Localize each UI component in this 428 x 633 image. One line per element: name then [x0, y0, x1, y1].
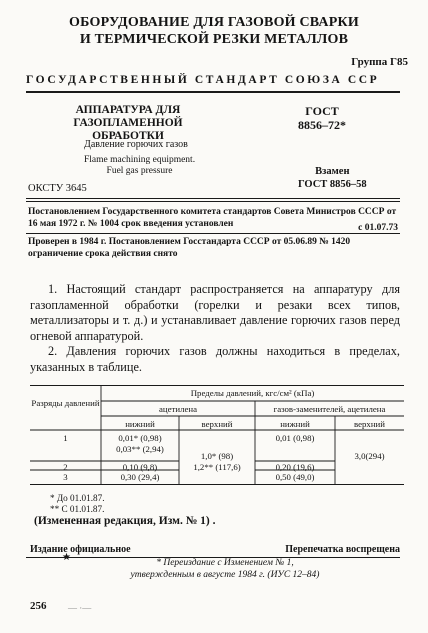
ac-upper-value1: 1,0* (98) [200, 451, 234, 461]
paragraph-1: 1. Настоящий стандарт распространяется на аппаратуру для газопламенной обработки (горелки и резаки всех типов, металлизаторы и т. д.) и устанавливает давление горючих газов перед огневой аппаратурой. [30, 282, 400, 343]
row3-sub-lower: 0,50 (49,0) [275, 472, 315, 482]
okstu-code: ОКСТУ 3645 [28, 183, 87, 194]
doc-title-line2: ОБРАБОТКИ [92, 130, 164, 142]
group-code: Группа Г85 [351, 56, 408, 68]
gost-code: 8856–72* [298, 118, 346, 132]
replaces-block [298, 165, 367, 191]
decree-date: с 01.07.73 [358, 223, 398, 233]
ac-upper-value2: 1,2** (117,6) [193, 461, 241, 472]
english-title [84, 155, 195, 177]
pressure-table [30, 385, 404, 485]
reissue-line2: утвержденным в августе 1984 г. (ИУС 12–84) [130, 570, 320, 580]
english-title-line1: Flame machining equipment. [84, 155, 196, 165]
row1-ac-lower-value2: 0,03** (2,94) [116, 443, 164, 454]
reissue-note [100, 557, 350, 581]
row1-ac-lower [101, 433, 179, 454]
row1-grade: 1 [63, 433, 68, 443]
collection-title [0, 14, 428, 48]
replaces-label: Взамен [315, 166, 350, 177]
header-acetylene: ацетилена [159, 404, 197, 414]
footnote-1: * До 01.01.87. [50, 493, 105, 503]
paragraph-2: 2. Давления горючих газов должны находиться в пределах, указанных в таблице. [30, 344, 400, 374]
header-grades: Разряды давлений [31, 398, 100, 408]
banner-rule [26, 91, 400, 93]
header-sub-upper: верхний [354, 419, 385, 429]
collection-title-line2: И ТЕРМИЧЕСКОЙ РЕЗКИ МЕТАЛЛОВ [79, 32, 349, 47]
official-edition: Издание официальное [30, 544, 131, 555]
row1-sub-lower: 0,01 (0,98) [275, 433, 315, 443]
checked-text: Проверен в 1984 г. Постановлением Госстандарта СССР от 05.06.89 № 1420 ограничение срока действия снято [28, 237, 351, 259]
decree-rule [26, 233, 400, 234]
header-sub-lower: нижний [280, 419, 310, 429]
doc-subtitle: Давление горючих газов [84, 139, 188, 150]
row3-ac-lower: 0,30 (29,4) [120, 472, 160, 482]
header-rule-2 [26, 201, 400, 202]
doc-title [38, 104, 218, 143]
amendment-note: (Измененная редакция, Изм. № 1) . [34, 515, 216, 527]
doc-title-line1: АППАРАТУРА ДЛЯ ГАЗОПЛАМЕННОЙ [73, 104, 183, 129]
page-number: 256 [30, 600, 47, 612]
header-rule-1 [26, 198, 400, 199]
english-title-line2: Fuel gas pressure [106, 166, 173, 176]
gost-label: ГОСТ [305, 104, 339, 118]
header-ac-upper: верхний [201, 419, 233, 429]
row2-ac-lower: 0,10 (9,8) [122, 462, 158, 472]
header-limits: Пределы давлений, кгс/см² (кПа) [190, 388, 315, 398]
replaces-number: ГОСТ 8856–58 [298, 179, 367, 190]
page-mark: — ·— [68, 603, 92, 613]
sub-upper-merged: 3,0(294) [354, 451, 385, 461]
row1-ac-lower-value1: 0,01* (0,98) [118, 433, 162, 443]
standard-banner: ГОСУДАРСТВЕННЫЙ СТАНДАРТ СОЮЗА ССР [26, 74, 380, 86]
collection-title-line1: ОБОРУДОВАНИЕ ДЛЯ ГАЗОВОЙ СВАРКИ [69, 15, 359, 30]
footnote-2: ** С 01.01.87. [50, 504, 105, 514]
gost-number [298, 104, 346, 132]
decree-text: Постановлением Государственного комитета стандартов Совета Министров СССР от 16 мая 1972 г. № 1004 срок введения установлен [28, 207, 397, 229]
row2-grade: 2 [63, 462, 68, 472]
reissue-line1: * Переиздание с Изменением № 1, [156, 558, 294, 568]
reprint-notice: Перепечатка воспрещена [285, 544, 400, 555]
header-ac-lower: нижний [125, 419, 155, 429]
row2-sub-lower: 0,20 (19,6) [275, 462, 315, 472]
row3-grade: 3 [63, 472, 68, 482]
ac-upper-merged [179, 451, 255, 472]
header-substitutes: газов-заменителей, ацетилена [273, 404, 386, 414]
